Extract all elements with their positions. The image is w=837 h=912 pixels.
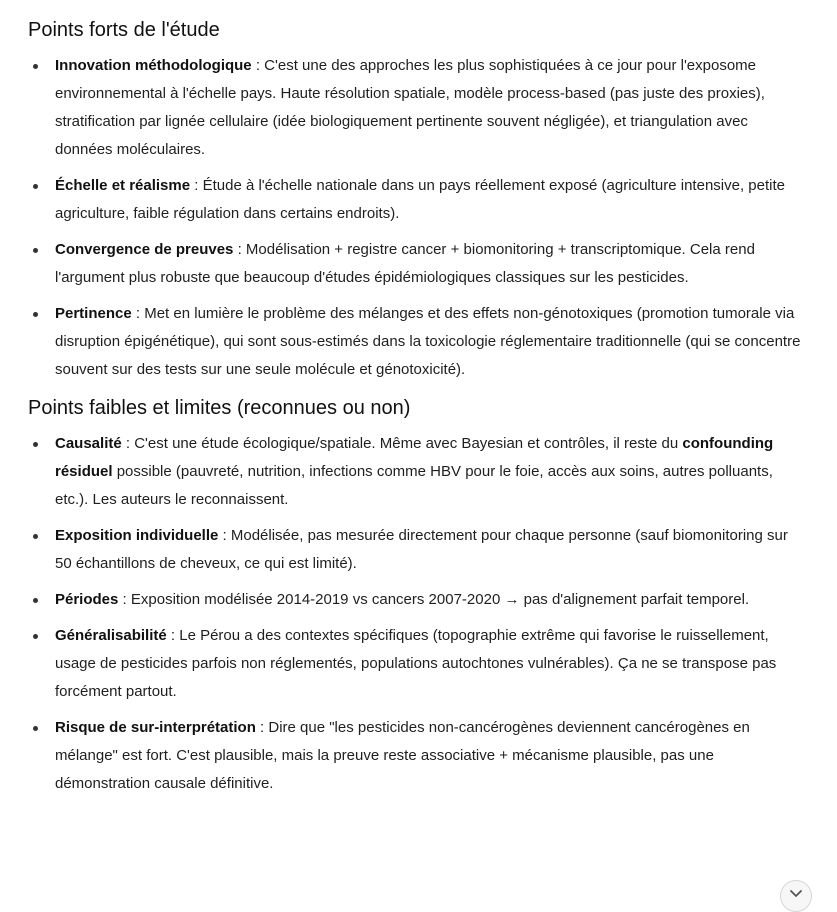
- item-text: : Exposition modélisée 2014-2019 vs cancers 2007-2020 → pas d'alignement parfait temporel.: [118, 591, 750, 608]
- section-heading-weaknesses: Points faibles et limites (reconnues ou non): [28, 397, 411, 419]
- item-label: Périodes: [55, 591, 119, 608]
- strengths-list: [28, 52, 803, 384]
- list-item: [28, 522, 803, 578]
- item-label: Convergence de preuves: [55, 241, 234, 258]
- list-item: [28, 300, 803, 384]
- item-text: : Modélisée, pas mesurée directement pour chaque personne (sauf biomonitoring sur 50 échantillons de cheveux, ce qui est limité).: [55, 527, 788, 572]
- item-label: Risque de sur-interprétation: [55, 719, 256, 736]
- item-text: possible (pauvreté, nutrition, infections comme HBV pour le foie, accès aux soins, autres polluants, etc.). Les auteurs le reconnaissent.: [55, 463, 773, 508]
- list-item: [28, 622, 803, 706]
- list-item: [28, 586, 803, 614]
- item-text: : Étude à l'échelle nationale dans un pays réellement exposé (agriculture intensive, petite agriculture, faible régulation dans certains endroits).: [55, 177, 785, 222]
- item-label: Exposition individuelle: [55, 527, 219, 544]
- list-item: [28, 172, 803, 228]
- list-item: [28, 430, 803, 514]
- item-text: : C'est une des approches les plus sophistiquées à ce jour pour l'exposome environnemental à l'échelle pays. Haute résolution spatiale, modèle process-based (pas juste des proxies), stratification par lignée cellulaire (idée biologiquement pertinente souvent négligée), et triangulation avec données moléculaires.: [55, 57, 765, 158]
- item-label: Causalité: [55, 435, 122, 452]
- list-item: [28, 52, 803, 164]
- item-label: Échelle et réalisme: [55, 177, 191, 194]
- item-label: Pertinence: [55, 305, 132, 322]
- item-text: : Met en lumière le problème des mélanges et des effets non-génotoxiques (promotion tumorale via disruption épigénétique), qui sont sous-estimés dans la toxicologie réglementaire traditionnelle (qui se concentre souvent sur des tests sur une seule molécule et génotoxicité).: [55, 305, 801, 378]
- item-text: : Modélisation + registre cancer + biomonitoring + transcriptomique. Cela rend l'argument plus robuste que beaucoup d'études épidémiologiques classiques sur les pesticides.: [55, 241, 755, 286]
- item-text: : Dire que "les pesticides non-cancérogènes deviennent cancérogènes en mélange" est fort. C'est plausible, mais la preuve reste associative + mécanisme plausible, pas une démonstration causale définitive.: [55, 719, 750, 792]
- item-label: Innovation méthodologique: [55, 57, 252, 74]
- scroll-to-bottom-button[interactable]: [780, 880, 812, 912]
- item-emphasis: confounding résiduel: [55, 435, 774, 480]
- section-heading-strengths: Points forts de l'étude: [28, 19, 220, 41]
- weaknesses-list: [28, 430, 803, 798]
- list-item: [28, 714, 803, 798]
- chat-message-content: [28, 14, 803, 806]
- chevron-down-icon: [789, 889, 803, 899]
- list-item: [28, 236, 803, 292]
- item-text: : Le Pérou a des contextes spécifiques (topographie extrême qui favorise le ruissellement, usage de pesticides parfois non réglementés, populations autochtones vulnérables). Ça ne se transpose pas forcément partout.: [55, 627, 777, 700]
- item-text: : C'est une étude écologique/spatiale. Même avec Bayesian et contrôles, il reste du: [121, 435, 683, 452]
- item-label: Généralisabilité: [55, 627, 167, 644]
